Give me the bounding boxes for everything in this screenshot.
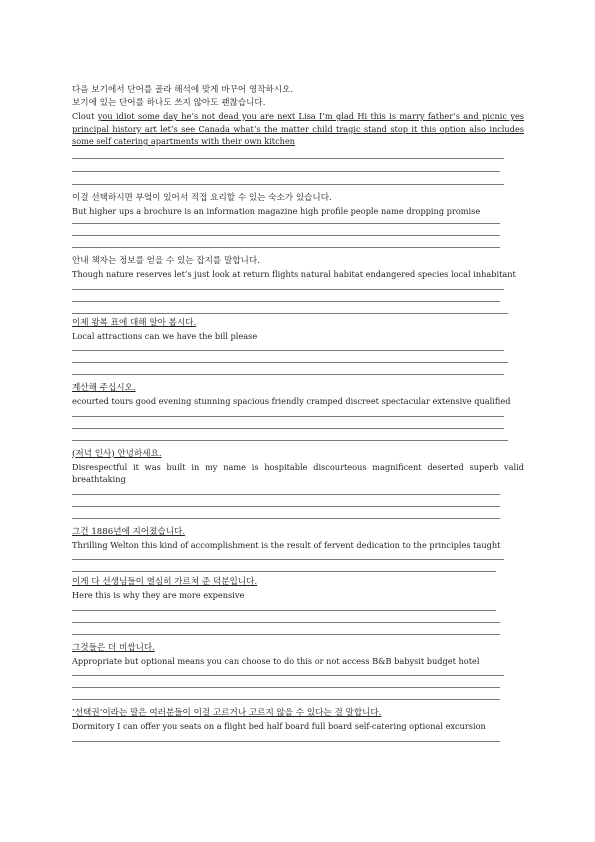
exercise-prompt: 이제 왕복 표에 대해 알아 봅시다. — [72, 317, 197, 328]
exercise-word-list: Though nature reserves let’s just look at return flights natural habitat endangered species local inhabitant — [72, 269, 516, 279]
exercise-prompt: 이걸 선택하시면 부엌이 있어서 직접 요리할 수 있는 숙소가 있습니다. — [72, 192, 332, 203]
answer-line[interactable] — [72, 184, 504, 185]
answer-line[interactable] — [72, 634, 500, 635]
exercise-word-list: Thrilling Welton this kind of accomplishment is the result of fervent dedication to the principles taught — [72, 539, 501, 550]
answer-line[interactable] — [72, 247, 500, 248]
exercise-word-list: Here this is why they are more expensive — [72, 590, 245, 600]
exercise-item-3 — [72, 317, 524, 376]
answer-line[interactable] — [72, 374, 504, 375]
exercise-prompt: 안내 책자는 정보를 얻을 수 있는 잡지를 말합니다. — [72, 256, 260, 266]
exercise-item-5 — [72, 448, 524, 519]
exercise-prompt: 이게 다 선생님들이 열심히 가르쳐 준 덕분입니다. — [72, 577, 258, 587]
word-bank-words: you idiot some day he’s not dead you are next Lisa I’m glad Hi this is marry father’s and picnic yes principal history art let’s see Canada what’s the matter child tragic stand stop it this option also includes some self catering apartments with their own kitchen — [72, 111, 524, 146]
exercise-word-list: But higher ups a brochure is an information magazine high profile people name dropping promise — [72, 205, 481, 216]
answer-line[interactable] — [72, 741, 500, 742]
exercise-item-7 — [72, 576, 524, 635]
exercise-prompt: 그것들은 더 비쌉니다. — [72, 642, 155, 653]
exercise-prompt: (저녁 인사) 안녕하세요. — [72, 448, 162, 459]
answer-line[interactable] — [72, 440, 508, 441]
answer-line[interactable] — [72, 699, 500, 700]
exercise-item-8 — [72, 642, 524, 701]
exercise-word-list: ecourted tours good evening stunning spacious friendly cramped discreet spectacular extensive qualified — [72, 396, 511, 406]
exercise-item-1 — [72, 192, 524, 249]
exercise-item-2 — [72, 255, 524, 314]
answer-line[interactable] — [72, 571, 496, 572]
exercise-prompt: ‘선택권’이라는 말은 여러분들이 이걸 고르거나 고르지 않을 수 있다는 걸 말합니다. — [72, 708, 382, 718]
exercise-prompt: 계산해 주십시오. — [72, 383, 136, 393]
exercise-word-list: Disrespectful it was built in my name is hospitable discourteous magnificent deserted superb valid breathtaking — [72, 461, 524, 484]
exercise-prompt: 그건 1886년에 지어졌습니다. — [72, 526, 186, 537]
instruction-line-1: 다음 보기에서 단어를 골라 해석에 맞게 바꾸어 영작하시오. — [72, 85, 294, 95]
word-bank-first-word: Clout — [72, 111, 95, 121]
instructions — [72, 84, 524, 110]
exercise-item-6 — [72, 526, 524, 573]
worksheet-page — [72, 84, 524, 742]
word-bank — [72, 110, 524, 148]
answer-line[interactable] — [72, 518, 500, 519]
exercise-item-4 — [72, 382, 524, 441]
exercise-word-list: Dormitory I can offer you seats on a flight bed half board full board self-catering optional excursion — [72, 721, 486, 731]
exercise-word-list: Local attractions can we have the bill please — [72, 330, 258, 341]
exercise-word-list: Appropriate but optional means you can choose to do this or not access B&B babysit budget hotel — [72, 655, 480, 666]
exercise-item-9 — [72, 707, 524, 742]
instruction-line-2: 보기에 있는 단어를 하나도 쓰지 않아도 괜찮습니다. — [72, 98, 266, 108]
answer-line[interactable] — [72, 313, 508, 314]
